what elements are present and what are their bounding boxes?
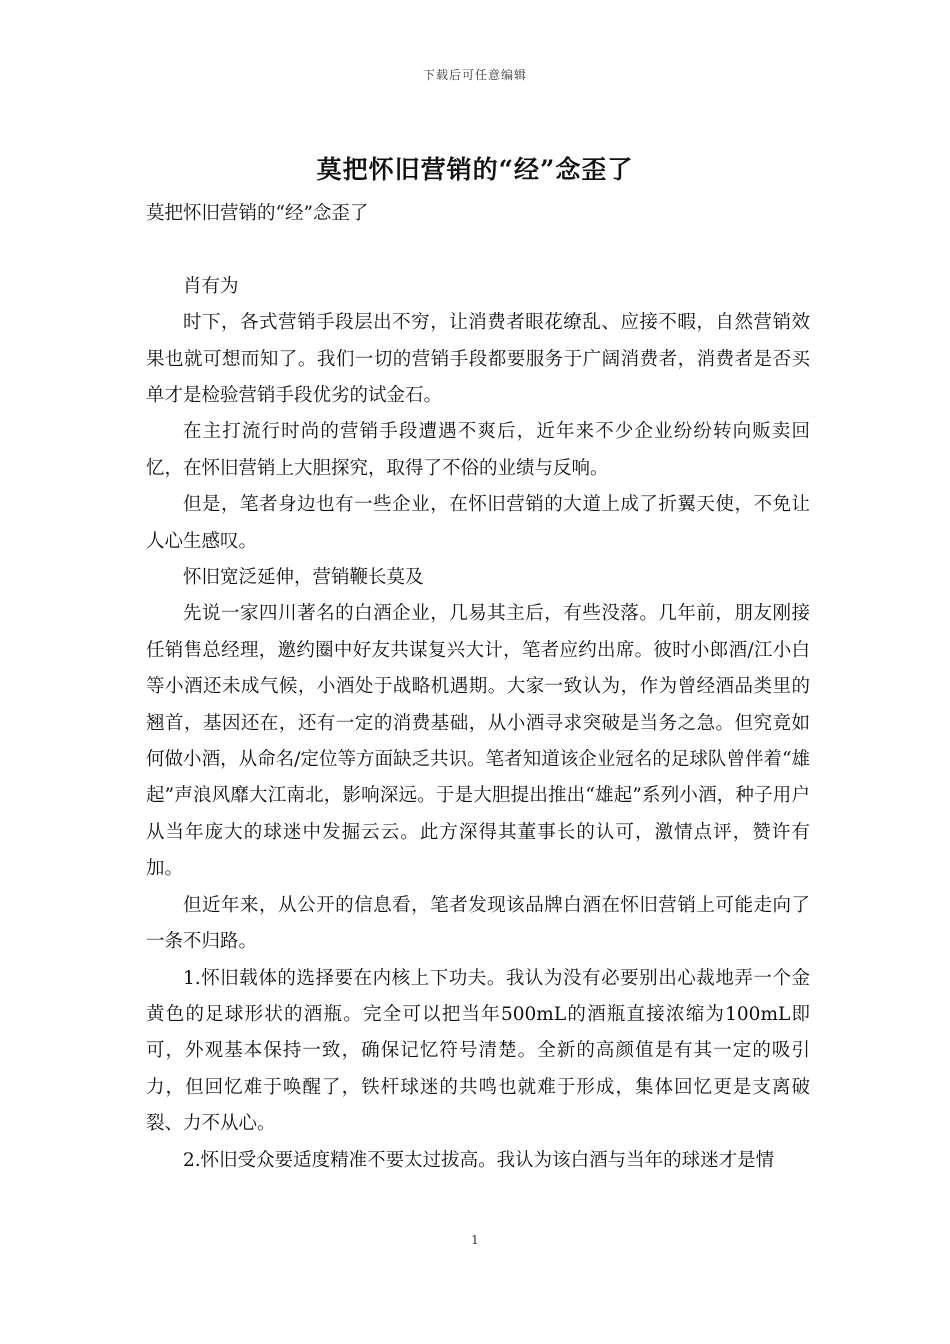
- author-line: 肖有为: [183, 275, 239, 297]
- page-number: 1: [471, 1233, 479, 1247]
- section-heading: 怀旧宽泛延伸，营销鞭长莫及: [183, 567, 424, 589]
- blank-line: [146, 232, 810, 268]
- paragraph: 但是，笔者身边也有一些企业，在怀旧营销的大道上成了折翼天使，不免让人心生感叹。: [146, 494, 810, 552]
- paragraph: 时下，各式营销手段层出不穷，让消费者眼花缭乱、应接不暇，自然营销效果也就可想而知了。我们一切的营销手段都要服务于广阔消费者，消费者是否买单才是检验营销手段优劣的试金石。: [146, 312, 810, 407]
- document-body: [146, 196, 810, 1179]
- paragraph: 但近年来，从公开的信息看，笔者发现该品牌白酒在怀旧营销上可能走向了一条不归路。: [146, 894, 810, 953]
- paragraph: 先说一家四川著名的白酒企业，几易其主后，有些没落。几年前，朋友刚接任销售总经理，邀约圈中好友共谋复兴大计，笔者应约出席。彼时小郎酒/江小白等小酒还未成气候，小酒处于战略机遇期。大家一致认为，作为曾经酒品类里的翘首，基因还在，还有一定的消费基础，从小酒寻求突破是当务之急。但究竟如何做小酒，从命名/定位等方面缺乏共识。笔者知道该企业冠名的足球队曾伴着“雄起”声浪风靡大江南北，影响深远。于是大胆提出推出“雄起”系列小酒，种子用户从当年庞大的球迷中发掘云云。此方深得其董事长的认可，激情点评，赞许有加。: [146, 603, 810, 880]
- numbered-paragraph: 2.怀旧受众要适度精准不要太过拔高。我认为该白酒与当年的球迷才是情: [183, 1149, 775, 1171]
- subtitle: 莫把怀旧营销的“经”念歪了: [146, 203, 369, 224]
- paragraph: 在主打流行时尚的营销手段遭遇不爽后，近年来不少企业纷纷转向贩卖回忆，在怀旧营销上大胆探究，取得了不俗的业绩与反响。: [146, 421, 810, 479]
- header-note: 下载后可任意编辑: [422, 68, 527, 82]
- numbered-paragraph: 1.怀旧载体的选择要在内核上下功夫。我认为没有必要别出心裁地弄一个金黄色的足球形状的酒瓶。完全可以把当年500mL的酒瓶直接浓缩为100mL即可，外观基本保持一致，确保记忆符号清楚。全新的高颜值是有其一定的吸引力，但回忆难于唤醒了，铁杆球迷的共鸣也就难于形成，集体回忆更是支离破裂、力不从心。: [146, 967, 810, 1135]
- document-title: 莫把怀旧营销的“经”念歪了: [316, 155, 634, 184]
